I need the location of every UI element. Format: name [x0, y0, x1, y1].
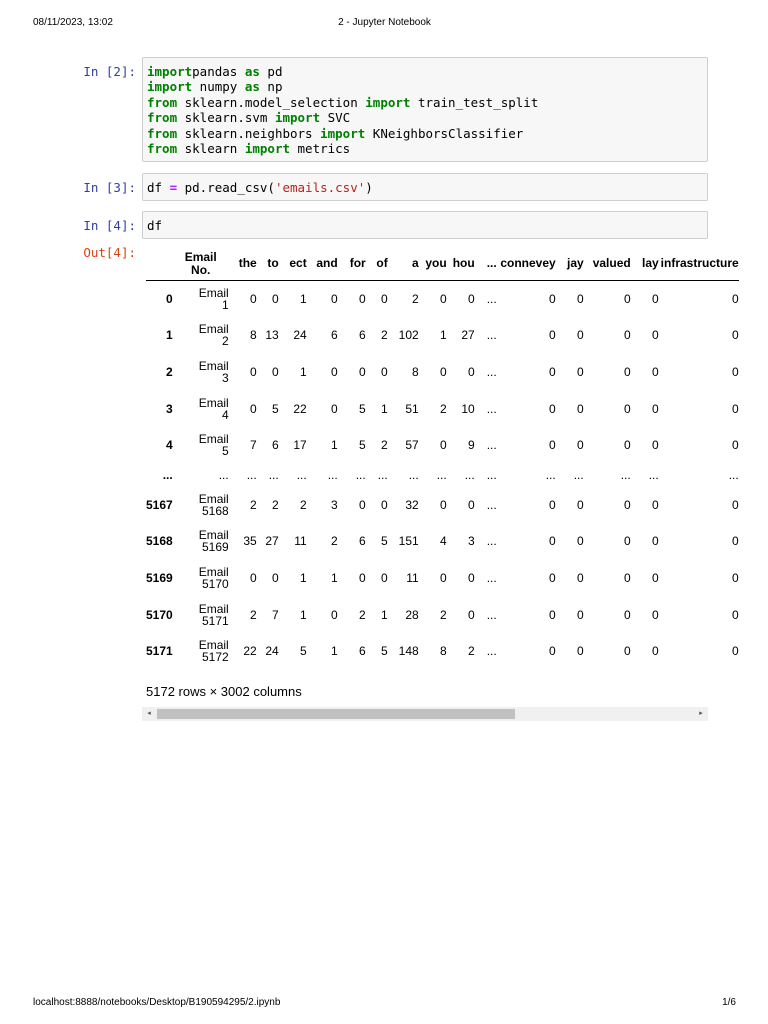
dataframe-header-row: [146, 247, 739, 281]
code-text: pd.read_csv(: [177, 180, 275, 195]
table-cell: 0: [577, 328, 584, 343]
table-row: [146, 463, 739, 486]
table-row: [146, 390, 739, 427]
table-cell: 8: [440, 644, 447, 659]
table-cell: 151: [398, 534, 419, 549]
table-cell: ...: [648, 467, 659, 482]
table-cell: ...: [486, 607, 497, 622]
cell-line: Email: [198, 358, 229, 373]
table-cell: 0: [624, 401, 631, 416]
table-cell: 0: [577, 497, 584, 512]
table-cell: 0: [624, 497, 631, 512]
column-header-line: Email: [184, 249, 217, 264]
table-cell: 148: [398, 644, 419, 659]
table-cell: [173, 560, 229, 597]
column-header: of: [366, 247, 388, 281]
cell-2-input[interactable]: [142, 57, 708, 162]
table-cell: 0: [331, 292, 338, 307]
column-header: lay: [631, 247, 659, 281]
dataframe-output: [142, 243, 739, 673]
scroll-left-arrow-icon[interactable]: ◂: [147, 710, 151, 717]
table-cell: 1: [300, 570, 307, 585]
table-cell: 0: [549, 644, 556, 659]
table-cell: 1: [300, 607, 307, 622]
table-cell: 0: [359, 292, 366, 307]
code-text: pandas: [192, 64, 245, 79]
table-cell: 0: [577, 292, 584, 307]
table-cell: 0: [359, 570, 366, 585]
table-cell: 27: [461, 328, 475, 343]
table-cell: 0: [381, 570, 388, 585]
table-cell: 13: [265, 328, 279, 343]
table-cell: 2: [300, 497, 307, 512]
cell-4-out-prompt: Out[4]:: [83, 245, 136, 260]
table-cell: [173, 523, 229, 560]
table-cell: 0: [381, 497, 388, 512]
code-line: [147, 180, 703, 195]
table-cell: 0: [732, 364, 739, 379]
table-cell: 0: [272, 570, 279, 585]
table-cell: 6: [359, 328, 366, 343]
table-cell: 0: [652, 570, 659, 585]
row-index: 5171: [146, 644, 173, 659]
code-line: [147, 95, 703, 110]
table-cell: 0: [250, 292, 257, 307]
table-cell: 0: [549, 328, 556, 343]
table-cell: ...: [408, 467, 419, 482]
table-cell: 0: [732, 438, 739, 453]
table-cell: 0: [624, 292, 631, 307]
table-cell: 24: [265, 644, 279, 659]
table-cell: [173, 486, 229, 523]
table-row: [146, 596, 739, 633]
table-cell: 0: [549, 438, 556, 453]
cell-line: Email: [198, 286, 229, 301]
table-cell: 0: [468, 570, 475, 585]
table-cell: 0: [381, 364, 388, 379]
table-cell: 0: [250, 401, 257, 416]
table-cell: ...: [486, 292, 497, 307]
table-cell: 0: [468, 497, 475, 512]
print-header: [33, 17, 736, 31]
table-cell: 0: [732, 401, 739, 416]
print-datetime: 08/11/2023, 13:02: [33, 17, 113, 28]
table-cell: 5: [381, 534, 388, 549]
dataframe-table: [146, 247, 739, 669]
table-cell: 0: [549, 401, 556, 416]
table-cell: 1: [331, 644, 338, 659]
table-cell: 0: [468, 364, 475, 379]
table-cell: 1: [331, 438, 338, 453]
table-cell: 0: [732, 570, 739, 585]
table-cell: 0: [652, 364, 659, 379]
table-cell: 5: [272, 401, 279, 416]
table-cell: ...: [486, 401, 497, 416]
table-cell: 0: [577, 570, 584, 585]
column-header: to: [257, 247, 279, 281]
table-cell: 0: [359, 497, 366, 512]
table-cell: 0: [331, 364, 338, 379]
table-cell: 0: [549, 292, 556, 307]
table-cell: 0: [577, 644, 584, 659]
cell-line: Email: [198, 564, 229, 579]
table-row: [146, 317, 739, 354]
table-cell: 0: [732, 292, 739, 307]
code-text: sklearn.neighbors: [177, 125, 321, 141]
code-keyword: import: [320, 125, 366, 141]
table-cell: ...: [268, 467, 279, 482]
row-index: 5170: [146, 607, 173, 622]
code-keyword: from: [147, 125, 178, 141]
table-cell: 1: [381, 401, 388, 416]
table-cell: ...: [486, 467, 497, 482]
table-cell: 0: [468, 607, 475, 622]
table-cell: 0: [652, 644, 659, 659]
code-text: numpy: [192, 79, 245, 95]
table-cell: ...: [486, 364, 497, 379]
code-text: train_test_split: [410, 94, 539, 110]
column-header-line: No.: [191, 262, 211, 277]
table-cell: 2: [468, 644, 475, 659]
table-cell: 0: [652, 292, 659, 307]
table-row: [146, 281, 739, 318]
table-cell: 5: [359, 438, 366, 453]
cell-3-prompt: In [3]:: [83, 180, 136, 195]
table-row: [146, 354, 739, 391]
table-cell: 0: [624, 534, 631, 549]
table-cell: 1: [331, 570, 338, 585]
table-cell: 102: [398, 328, 419, 343]
table-cell: 0: [272, 292, 279, 307]
table-cell: 7: [272, 607, 279, 622]
table-cell: ...: [436, 467, 447, 482]
table-cell: 2: [359, 607, 366, 622]
column-header: infrastructure: [659, 247, 739, 281]
table-cell: 0: [624, 438, 631, 453]
table-row: [146, 560, 739, 597]
code-keyword: import: [244, 141, 290, 157]
row-index: 5168: [146, 534, 173, 549]
table-cell: 0: [732, 328, 739, 343]
code-keyword: import: [274, 110, 321, 126]
column-header: a: [388, 247, 419, 281]
table-cell: [173, 354, 229, 391]
table-cell: 2: [381, 328, 388, 343]
table-cell: 0: [549, 364, 556, 379]
table-cell: 5: [300, 644, 307, 659]
column-header: you: [419, 247, 447, 281]
cell-line: 5169: [202, 540, 229, 555]
table-cell: 1: [440, 328, 447, 343]
code-text: sklearn: [177, 141, 245, 157]
table-cell: 24: [293, 328, 307, 343]
table-cell: ...: [486, 534, 497, 549]
table-cell: 0: [331, 401, 338, 416]
table-cell: ...: [464, 467, 475, 482]
table-cell: 0: [440, 438, 447, 453]
table-cell: 11: [406, 570, 419, 585]
table-cell: 0: [577, 401, 584, 416]
table-cell: 2: [440, 607, 447, 622]
table-cell: [173, 281, 229, 318]
table-cell: 0: [652, 497, 659, 512]
cell-4-prompt: In [4]:: [83, 218, 136, 233]
table-cell: ...: [377, 467, 388, 482]
cell-4-code: df: [147, 218, 163, 233]
code-line: [147, 64, 703, 79]
table-cell: ...: [355, 467, 366, 482]
table-cell: 2: [331, 534, 338, 549]
table-cell: 0: [577, 364, 584, 379]
table-cell: 28: [405, 607, 419, 622]
table-cell: ...: [545, 467, 556, 482]
table-cell: 10: [461, 401, 475, 416]
table-cell: 6: [359, 534, 366, 549]
table-cell: 0: [549, 534, 556, 549]
table-cell: 0: [381, 292, 388, 307]
table-cell: 0: [440, 292, 447, 307]
print-title: 2 - Jupyter Notebook: [338, 17, 431, 28]
table-cell: 0: [624, 328, 631, 343]
row-index: 5167: [146, 497, 173, 512]
column-header: and: [307, 247, 338, 281]
table-cell: ...: [486, 644, 497, 659]
table-cell: ...: [728, 467, 739, 482]
table-cell: 27: [265, 534, 279, 549]
table-cell: 0: [652, 328, 659, 343]
table-cell: 0: [549, 570, 556, 585]
table-cell: ...: [296, 467, 307, 482]
table-cell: [173, 317, 229, 354]
cell-line: 3: [222, 370, 229, 385]
cell-line: Email: [198, 395, 229, 410]
code-line: [147, 110, 703, 125]
table-cell: 0: [331, 607, 338, 622]
cell-4-input[interactable]: [142, 211, 708, 239]
table-cell: 2: [250, 497, 257, 512]
table-cell: 0: [732, 497, 739, 512]
table-cell: [173, 390, 229, 427]
code-keyword: as: [244, 79, 260, 95]
column-header: ...: [475, 247, 497, 281]
table-cell: 22: [243, 644, 257, 659]
table-cell: 0: [250, 570, 257, 585]
table-cell: 0: [732, 534, 739, 549]
cell-3-input[interactable]: [142, 173, 708, 201]
code-text: np: [259, 79, 283, 95]
table-cell: 6: [359, 644, 366, 659]
table-cell: 2: [440, 401, 447, 416]
scroll-thumb[interactable]: [157, 709, 515, 719]
print-page-number: 1/6: [722, 997, 736, 1008]
dataframe-shape: 5172 rows × 3002 columns: [146, 684, 302, 699]
index-header: [146, 247, 173, 281]
cell-line: Email: [198, 601, 229, 616]
row-index: 4: [166, 438, 173, 453]
code-keyword: import: [147, 79, 193, 95]
cell-line: 5168: [202, 503, 229, 518]
table-cell: 0: [652, 401, 659, 416]
table-cell: 0: [440, 497, 447, 512]
column-header: jay: [556, 247, 584, 281]
table-cell: 1: [300, 292, 307, 307]
table-cell: 9: [468, 438, 475, 453]
table-row: [146, 427, 739, 464]
row-index: 3: [166, 401, 173, 416]
table-cell: 0: [440, 364, 447, 379]
code-keyword: import: [365, 94, 411, 110]
table-cell: 1: [300, 364, 307, 379]
print-footer: [33, 997, 736, 1011]
table-cell: 0: [652, 438, 659, 453]
table-cell: ...: [486, 570, 497, 585]
column-header: connevey: [497, 247, 556, 281]
cell-2-prompt: In [2]:: [83, 64, 136, 79]
table-cell: 32: [405, 497, 419, 512]
table-cell: ...: [218, 467, 229, 482]
column-header: the: [229, 247, 257, 281]
table-cell: ...: [573, 467, 584, 482]
cell-line: Email: [198, 432, 229, 447]
code-text: sklearn.model_selection: [177, 94, 366, 110]
code-text: df: [147, 180, 170, 195]
table-cell: 5: [359, 401, 366, 416]
table-cell: 0: [250, 364, 257, 379]
cell-line: 4: [222, 407, 229, 422]
row-index: 1: [166, 328, 173, 343]
table-cell: 1: [381, 607, 388, 622]
code-keyword: from: [147, 110, 178, 126]
cell-line: Email: [198, 491, 229, 506]
table-cell: ...: [486, 328, 497, 343]
table-cell: 2: [272, 497, 279, 512]
table-cell: 57: [405, 438, 419, 453]
table-cell: [173, 427, 229, 464]
column-header: valued: [584, 247, 631, 281]
table-cell: 0: [440, 570, 447, 585]
table-row: [146, 523, 739, 560]
cell-line: Email: [198, 528, 229, 543]
code-text: ): [365, 180, 373, 195]
table-cell: 0: [359, 364, 366, 379]
table-cell: [173, 633, 229, 670]
code-text: pd: [259, 64, 283, 79]
cell-line: 2: [222, 334, 229, 349]
table-cell: ...: [327, 467, 338, 482]
table-cell: 2: [250, 607, 257, 622]
column-header: for: [338, 247, 366, 281]
table-cell: ...: [620, 467, 631, 482]
table-cell: ...: [486, 497, 497, 512]
table-cell: [173, 596, 229, 633]
row-index: 0: [166, 292, 173, 307]
table-cell: 0: [272, 364, 279, 379]
table-cell: 11: [294, 534, 307, 549]
column-header: ect: [279, 247, 307, 281]
code-line: [147, 141, 703, 156]
table-cell: 0: [652, 534, 659, 549]
table-cell: 17: [293, 438, 307, 453]
row-index: 5169: [146, 570, 173, 585]
code-line: [147, 126, 703, 141]
code-string: 'emails.csv': [274, 180, 366, 195]
table-cell: 6: [331, 328, 338, 343]
table-cell: 6: [272, 438, 279, 453]
print-url: localhost:8888/notebooks/Desktop/B190594295/2.ipynb: [33, 997, 281, 1008]
code-keyword: as: [244, 64, 260, 79]
table-cell: 0: [577, 534, 584, 549]
column-header: [173, 247, 229, 281]
table-cell: 22: [293, 401, 307, 416]
code-keyword: import: [147, 64, 193, 79]
row-index: ...: [162, 467, 173, 482]
cell-line: 5172: [202, 650, 229, 665]
table-cell: 35: [243, 534, 257, 549]
cell-line: 5: [222, 444, 229, 459]
code-operator: =: [169, 180, 178, 195]
cell-line: 1: [222, 298, 229, 313]
cell-line: 5171: [202, 613, 229, 628]
code-keyword: from: [147, 94, 178, 110]
table-cell: 3: [331, 497, 338, 512]
table-cell: 0: [624, 570, 631, 585]
table-cell: 8: [250, 328, 257, 343]
table-row: [146, 633, 739, 670]
cell-line: 5170: [202, 576, 229, 591]
table-cell: 0: [732, 607, 739, 622]
table-cell: 0: [624, 364, 631, 379]
table-cell: 0: [577, 438, 584, 453]
table-cell: 4: [440, 534, 447, 549]
table-cell: 0: [624, 644, 631, 659]
table-cell: 2: [381, 438, 388, 453]
code-text: SVC: [320, 110, 351, 126]
code-text: KNeighborsClassifier: [365, 125, 524, 141]
table-cell: 0: [549, 497, 556, 512]
scroll-right-arrow-icon[interactable]: ▸: [699, 710, 703, 717]
table-cell: 0: [652, 607, 659, 622]
table-cell: 0: [549, 607, 556, 622]
table-cell: 0: [468, 292, 475, 307]
table-cell: 0: [577, 607, 584, 622]
table-cell: 0: [624, 607, 631, 622]
table-cell: 5: [381, 644, 388, 659]
table-cell: 7: [250, 438, 257, 453]
table-cell: 2: [412, 292, 419, 307]
column-header: hou: [447, 247, 475, 281]
table-row: [146, 486, 739, 523]
table-cell: ...: [486, 438, 497, 453]
horizontal-scrollbar[interactable]: [142, 707, 708, 721]
cell-line: Email: [198, 638, 229, 653]
table-cell: 0: [732, 644, 739, 659]
table-cell: 3: [468, 534, 475, 549]
code-keyword: from: [147, 141, 178, 157]
code-line: [147, 79, 703, 94]
cell-line: Email: [198, 322, 229, 337]
table-cell: ...: [246, 467, 257, 482]
table-cell: 51: [405, 401, 419, 416]
code-text: sklearn.svm: [177, 110, 275, 126]
code-text: metrics: [290, 141, 351, 157]
table-cell: 8: [412, 364, 419, 379]
row-index: 2: [166, 364, 173, 379]
